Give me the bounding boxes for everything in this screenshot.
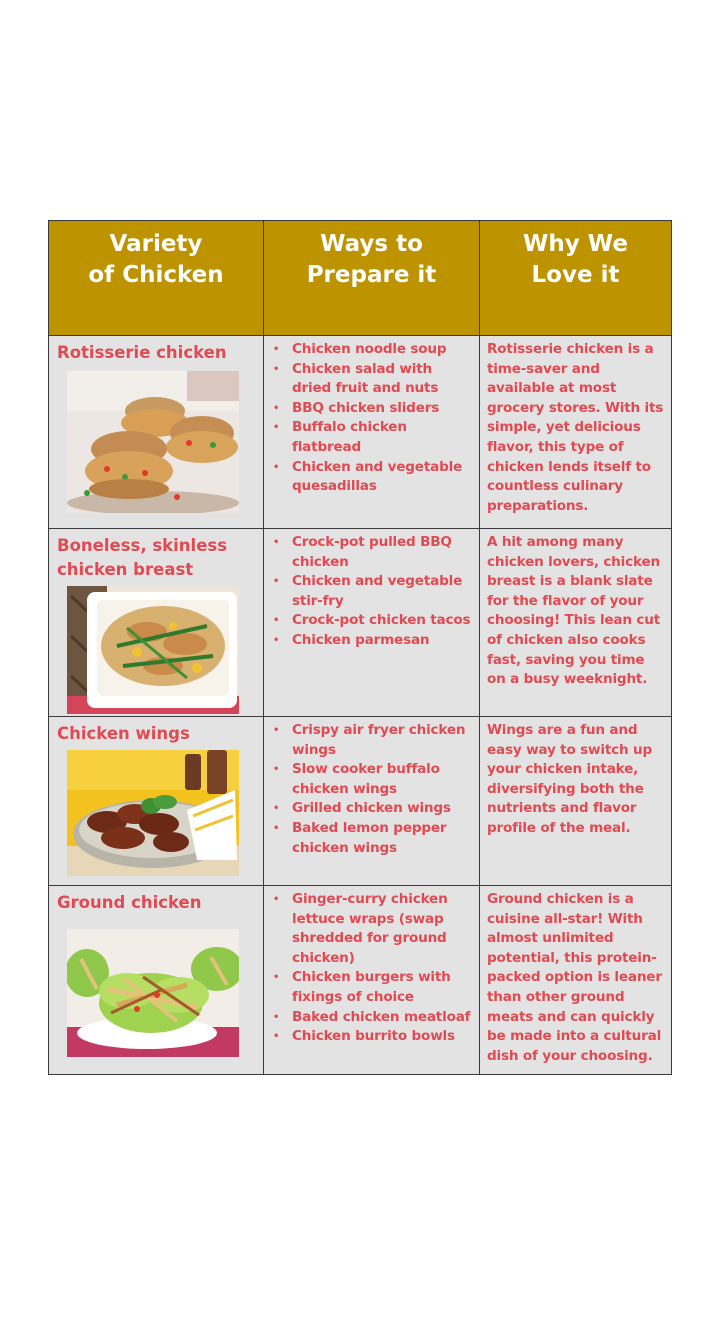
header-ways-line-1: Ways to — [320, 231, 423, 257]
table-row-rotisserie — [49, 336, 672, 529]
ways-cell — [264, 529, 480, 717]
variety-cell — [49, 336, 264, 529]
list-item: • Chicken and vegetable stir-fry — [268, 572, 473, 611]
header-why-line-2: Love it — [531, 262, 620, 288]
why-cell: Ground chicken is a cuisine all-star! With almost unlimited potential, this protein-packed option is leaner than other ground meats and can quickly be made into a cultural dish of your choosing. — [480, 886, 672, 1075]
ways-list — [268, 340, 473, 497]
list-item: • Slow cooker buffalo chicken wings — [268, 760, 473, 799]
list-item: • Chicken salad with dried fruit and nuts — [268, 360, 473, 399]
table-row-ground-chicken — [49, 886, 672, 1075]
chicken-table-container — [48, 220, 671, 1075]
chicken-stir-fry-photo — [67, 586, 239, 714]
list-item: • Chicken burgers with fixings of choice — [268, 968, 473, 1007]
list-item: • Crock-pot pulled BBQ chicken — [268, 533, 473, 572]
chicken-variety-table — [48, 220, 672, 1075]
list-item: • Chicken noodle soup — [268, 340, 473, 360]
header-variety-line-2: of Chicken — [88, 262, 224, 288]
header-ways-line-2: Prepare it — [306, 262, 437, 288]
list-item: • Baked chicken meatloaf — [268, 1008, 473, 1028]
list-item: • Chicken parmesan — [268, 631, 473, 651]
ways-list — [268, 533, 473, 651]
ways-list — [268, 721, 473, 858]
variety-name: Chicken wings — [57, 724, 190, 743]
variety-cell — [49, 717, 264, 886]
ways-cell — [264, 336, 480, 529]
bbq-chicken-sliders-photo — [67, 371, 239, 513]
list-item: • Baked lemon pepper chicken wings — [268, 819, 473, 858]
table-row-chicken-wings — [49, 717, 672, 886]
chicken-wings-photo — [67, 750, 239, 876]
header-variety-line-1: Variety — [109, 231, 203, 257]
why-cell: Rotisserie chicken is a time-saver and available at most grocery stores. With its simple, yet delicious flavor, this type of chicken lends itself to countless culinary preparations. — [480, 336, 672, 529]
list-item: • Crock-pot chicken tacos — [268, 611, 473, 631]
variety-name-line-1: Boneless, skinless — [57, 536, 228, 555]
chicken-lettuce-wraps-photo — [67, 929, 239, 1057]
why-cell: Wings are a fun and easy way to switch up your chicken intake, diversifying both the nutrients and flavor profile of the meal. — [480, 717, 672, 886]
header-row — [49, 221, 672, 336]
list-item: • Buffalo chicken flatbread — [268, 418, 473, 457]
variety-name-line-2: chicken breast — [57, 560, 194, 579]
table-row-chicken-breast — [49, 529, 672, 717]
ways-list — [268, 890, 473, 1047]
variety-name: Rotisserie chicken — [57, 343, 227, 362]
variety-name: Ground chicken — [57, 893, 202, 912]
list-item: • Crispy air fryer chicken wings — [268, 721, 473, 760]
variety-cell — [49, 886, 264, 1075]
list-item: • Chicken and vegetable quesadillas — [268, 458, 473, 497]
list-item: • BBQ chicken sliders — [268, 399, 473, 419]
variety-cell — [49, 529, 264, 717]
ways-cell — [264, 717, 480, 886]
list-item: • Chicken burrito bowls — [268, 1027, 473, 1047]
header-why-line-1: Why We — [523, 231, 628, 257]
header-variety — [49, 221, 264, 336]
header-ways — [264, 221, 480, 336]
list-item: • Ginger-curry chicken lettuce wraps (swap shredded for ground chicken) — [268, 890, 473, 968]
header-why — [480, 221, 672, 336]
list-item: • Grilled chicken wings — [268, 799, 473, 819]
why-cell: A hit among many chicken lovers, chicken breast is a blank slate for the flavor of your choosing! This lean cut of chicken also cooks fast, saving you time on a busy weeknight. — [480, 529, 672, 717]
ways-cell — [264, 886, 480, 1075]
